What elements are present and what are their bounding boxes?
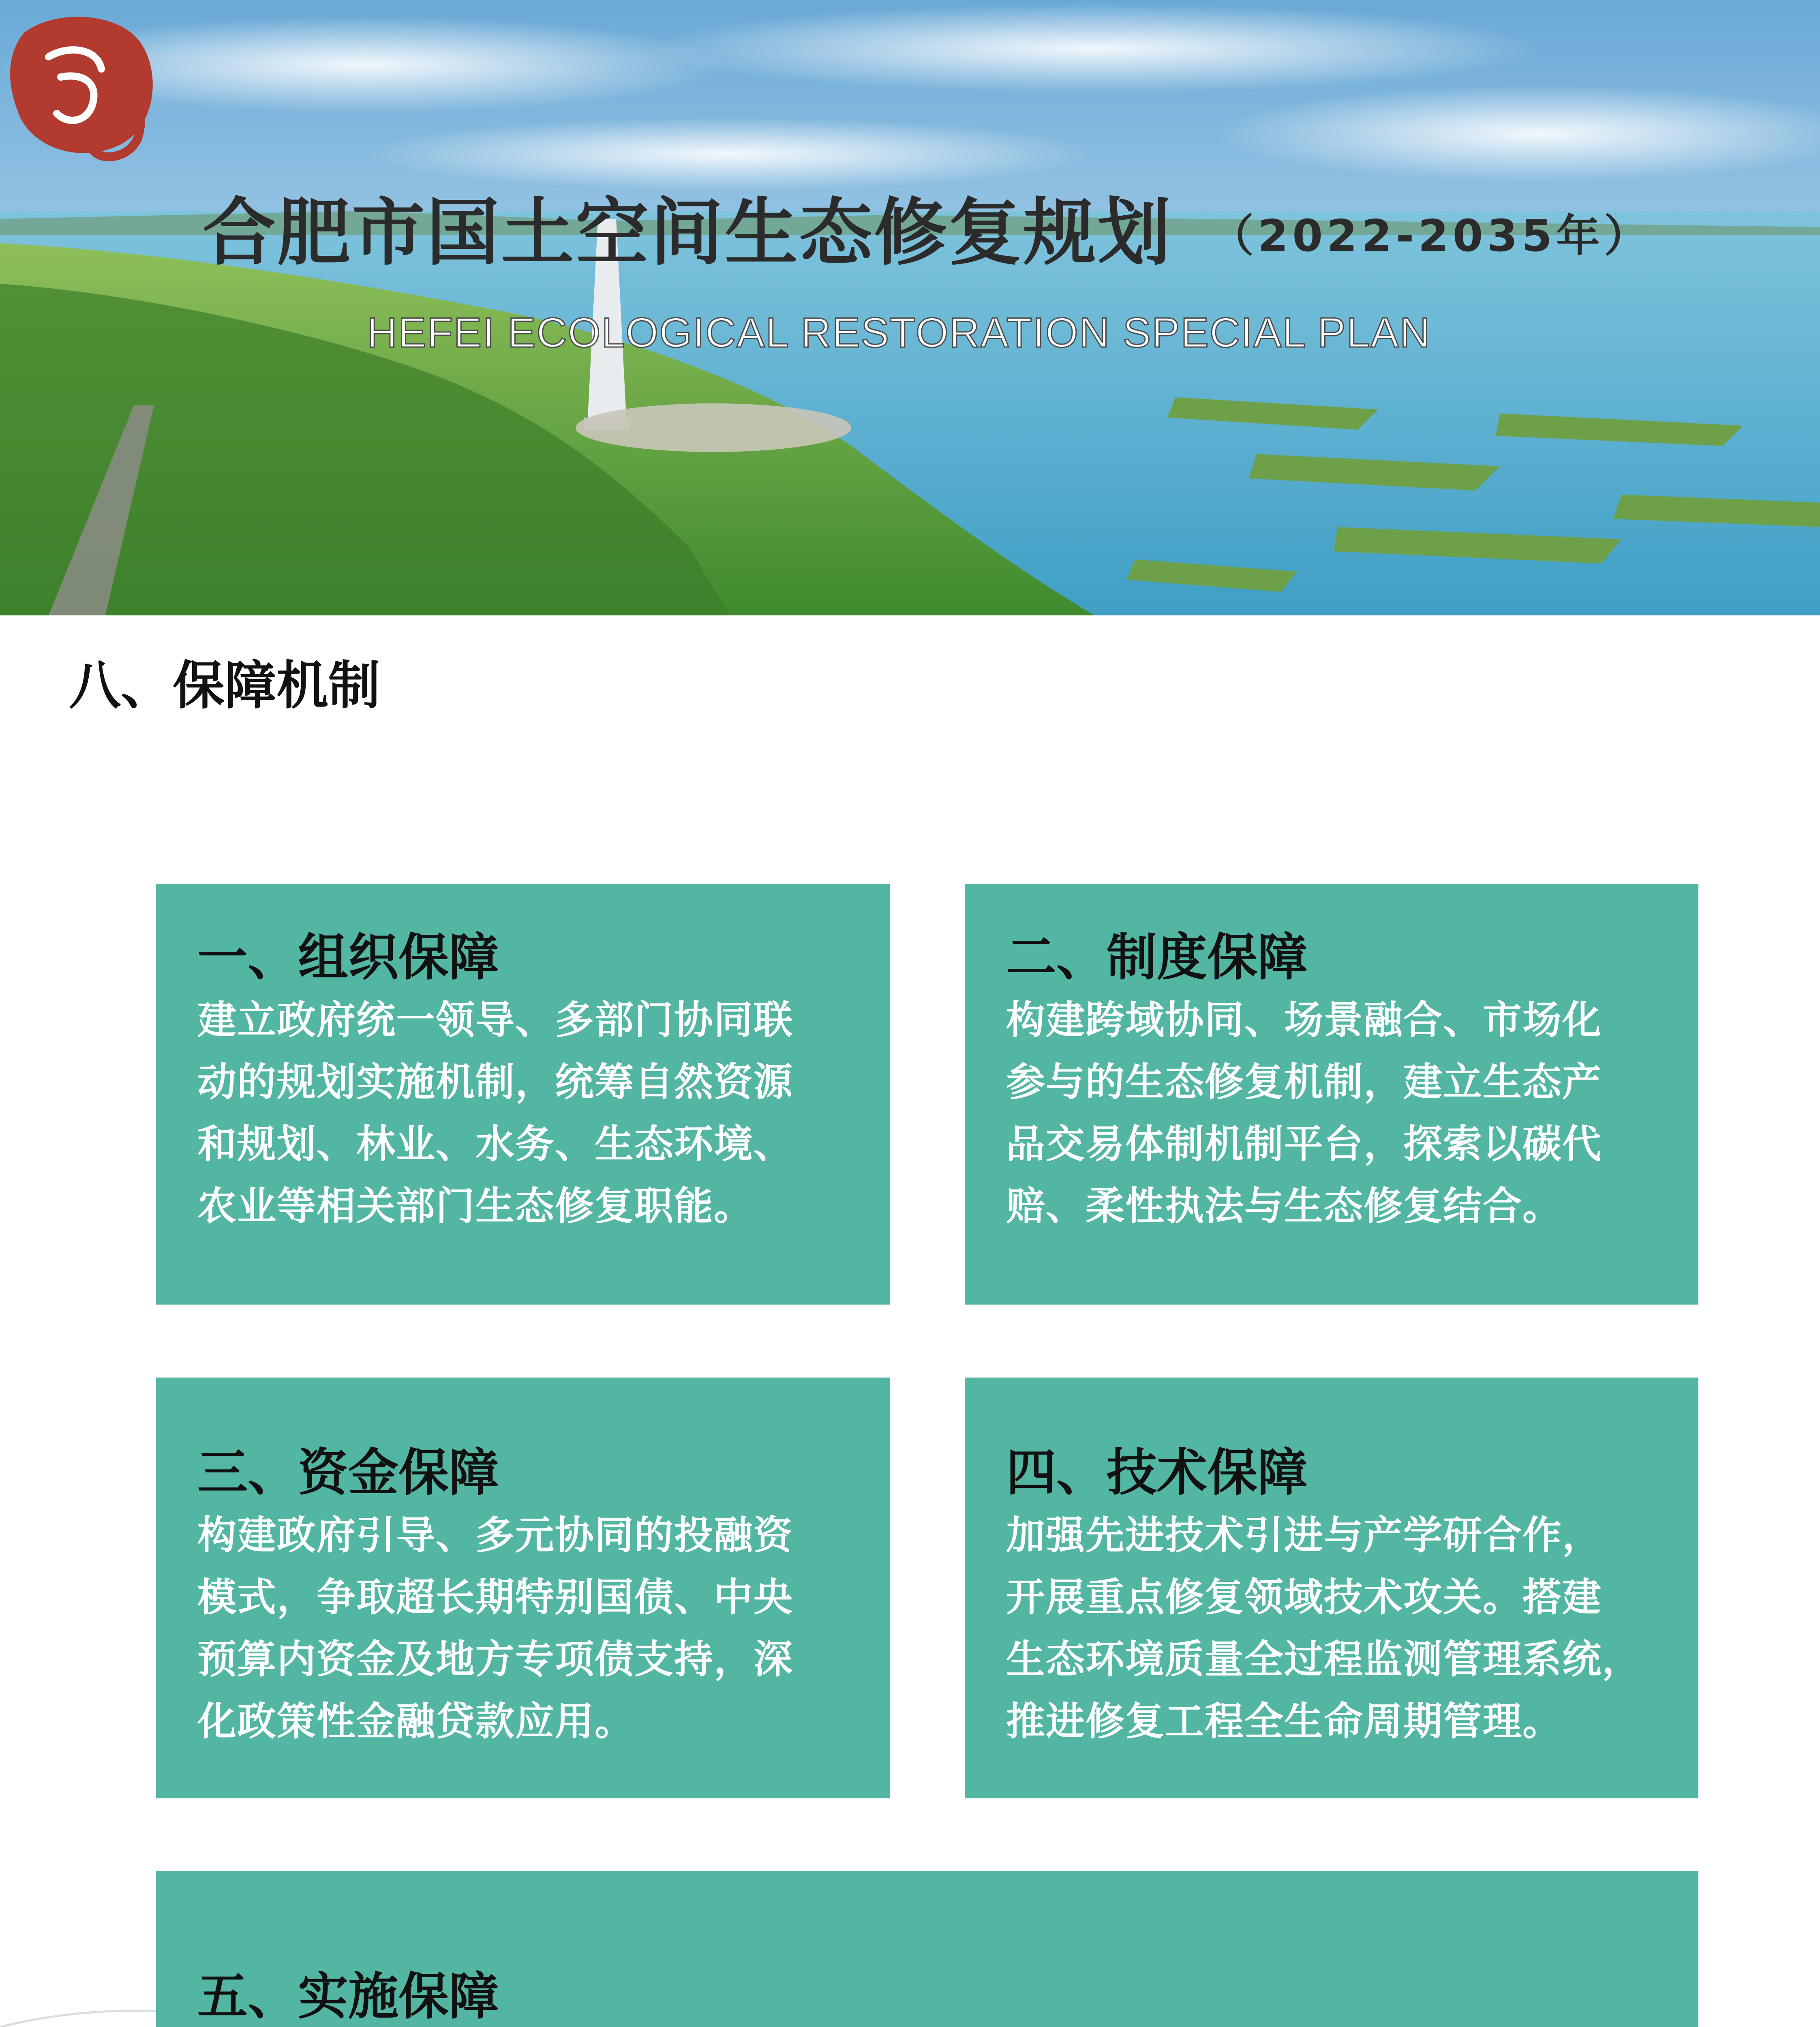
card-text-line: 和规划、林业、水务、生态环境、 bbox=[197, 1121, 793, 1167]
header-banner bbox=[0, 0, 1820, 615]
seal-logo bbox=[0, 0, 170, 170]
card-title: 三、资金保障 bbox=[197, 1444, 499, 1502]
card-title: 二、制度保障 bbox=[1006, 928, 1308, 987]
card-implementation bbox=[156, 1871, 1698, 2027]
banner-landscape-image bbox=[0, 0, 1820, 615]
main-title: 合肥市国土空间生态修复规划 bbox=[203, 191, 1173, 275]
card-text-line: 建立政府统一领导、多部门协同联 bbox=[197, 997, 793, 1043]
card-text-line: 动的规划实施机制，统筹自然资源 bbox=[197, 1059, 793, 1105]
card-technology bbox=[965, 1378, 1698, 1798]
card-text-line: 参与的生态修复机制，建立生态产 bbox=[1006, 1059, 1602, 1105]
card-text-line: 预算内资金及地方专项债支持，深 bbox=[197, 1637, 793, 1682]
card-text-line: 构建政府引导、多元协同的投融资 bbox=[197, 1513, 793, 1558]
card-title: 五、实施保障 bbox=[197, 1967, 499, 2026]
title-years: （2022-2035年） bbox=[1210, 211, 1652, 261]
card-text-line: 农业等相关部门生态修复职能。 bbox=[197, 1183, 754, 1229]
card-text-line: 赔、柔性执法与生态修复结合。 bbox=[1006, 1183, 1562, 1229]
card-text-line: 生态环境质量全过程监测管理系统， bbox=[1006, 1637, 1642, 1682]
card-institution bbox=[965, 884, 1698, 1305]
card-text-line: 推进修复工程全生命周期管理。 bbox=[1006, 1699, 1562, 1744]
card-text-line: 构建跨域协同、场景融合、市场化 bbox=[1006, 997, 1602, 1043]
section-title: 八、保障机制 bbox=[69, 656, 381, 716]
english-subtitle: HEFEI ECOLOGICAL RESTORATION SPECIAL PLAN bbox=[367, 309, 1431, 356]
card-text-line: 品交易体制机制平台，探索以碳代 bbox=[1006, 1121, 1602, 1167]
card-text-line: 加强先进技术引进与产学研合作， bbox=[1006, 1513, 1602, 1558]
card-text-line: 化政策性金融贷款应用。 bbox=[197, 1699, 634, 1744]
card-title: 一、组织保障 bbox=[197, 928, 499, 987]
card-title: 四、技术保障 bbox=[1006, 1444, 1308, 1502]
card-funding bbox=[156, 1378, 890, 1798]
card-organization bbox=[156, 884, 890, 1305]
card-text-line: 开展重点修复领域技术攻关。搭建 bbox=[1006, 1575, 1602, 1620]
card-text-line: 模式，争取超长期特别国债、中央 bbox=[197, 1575, 793, 1620]
